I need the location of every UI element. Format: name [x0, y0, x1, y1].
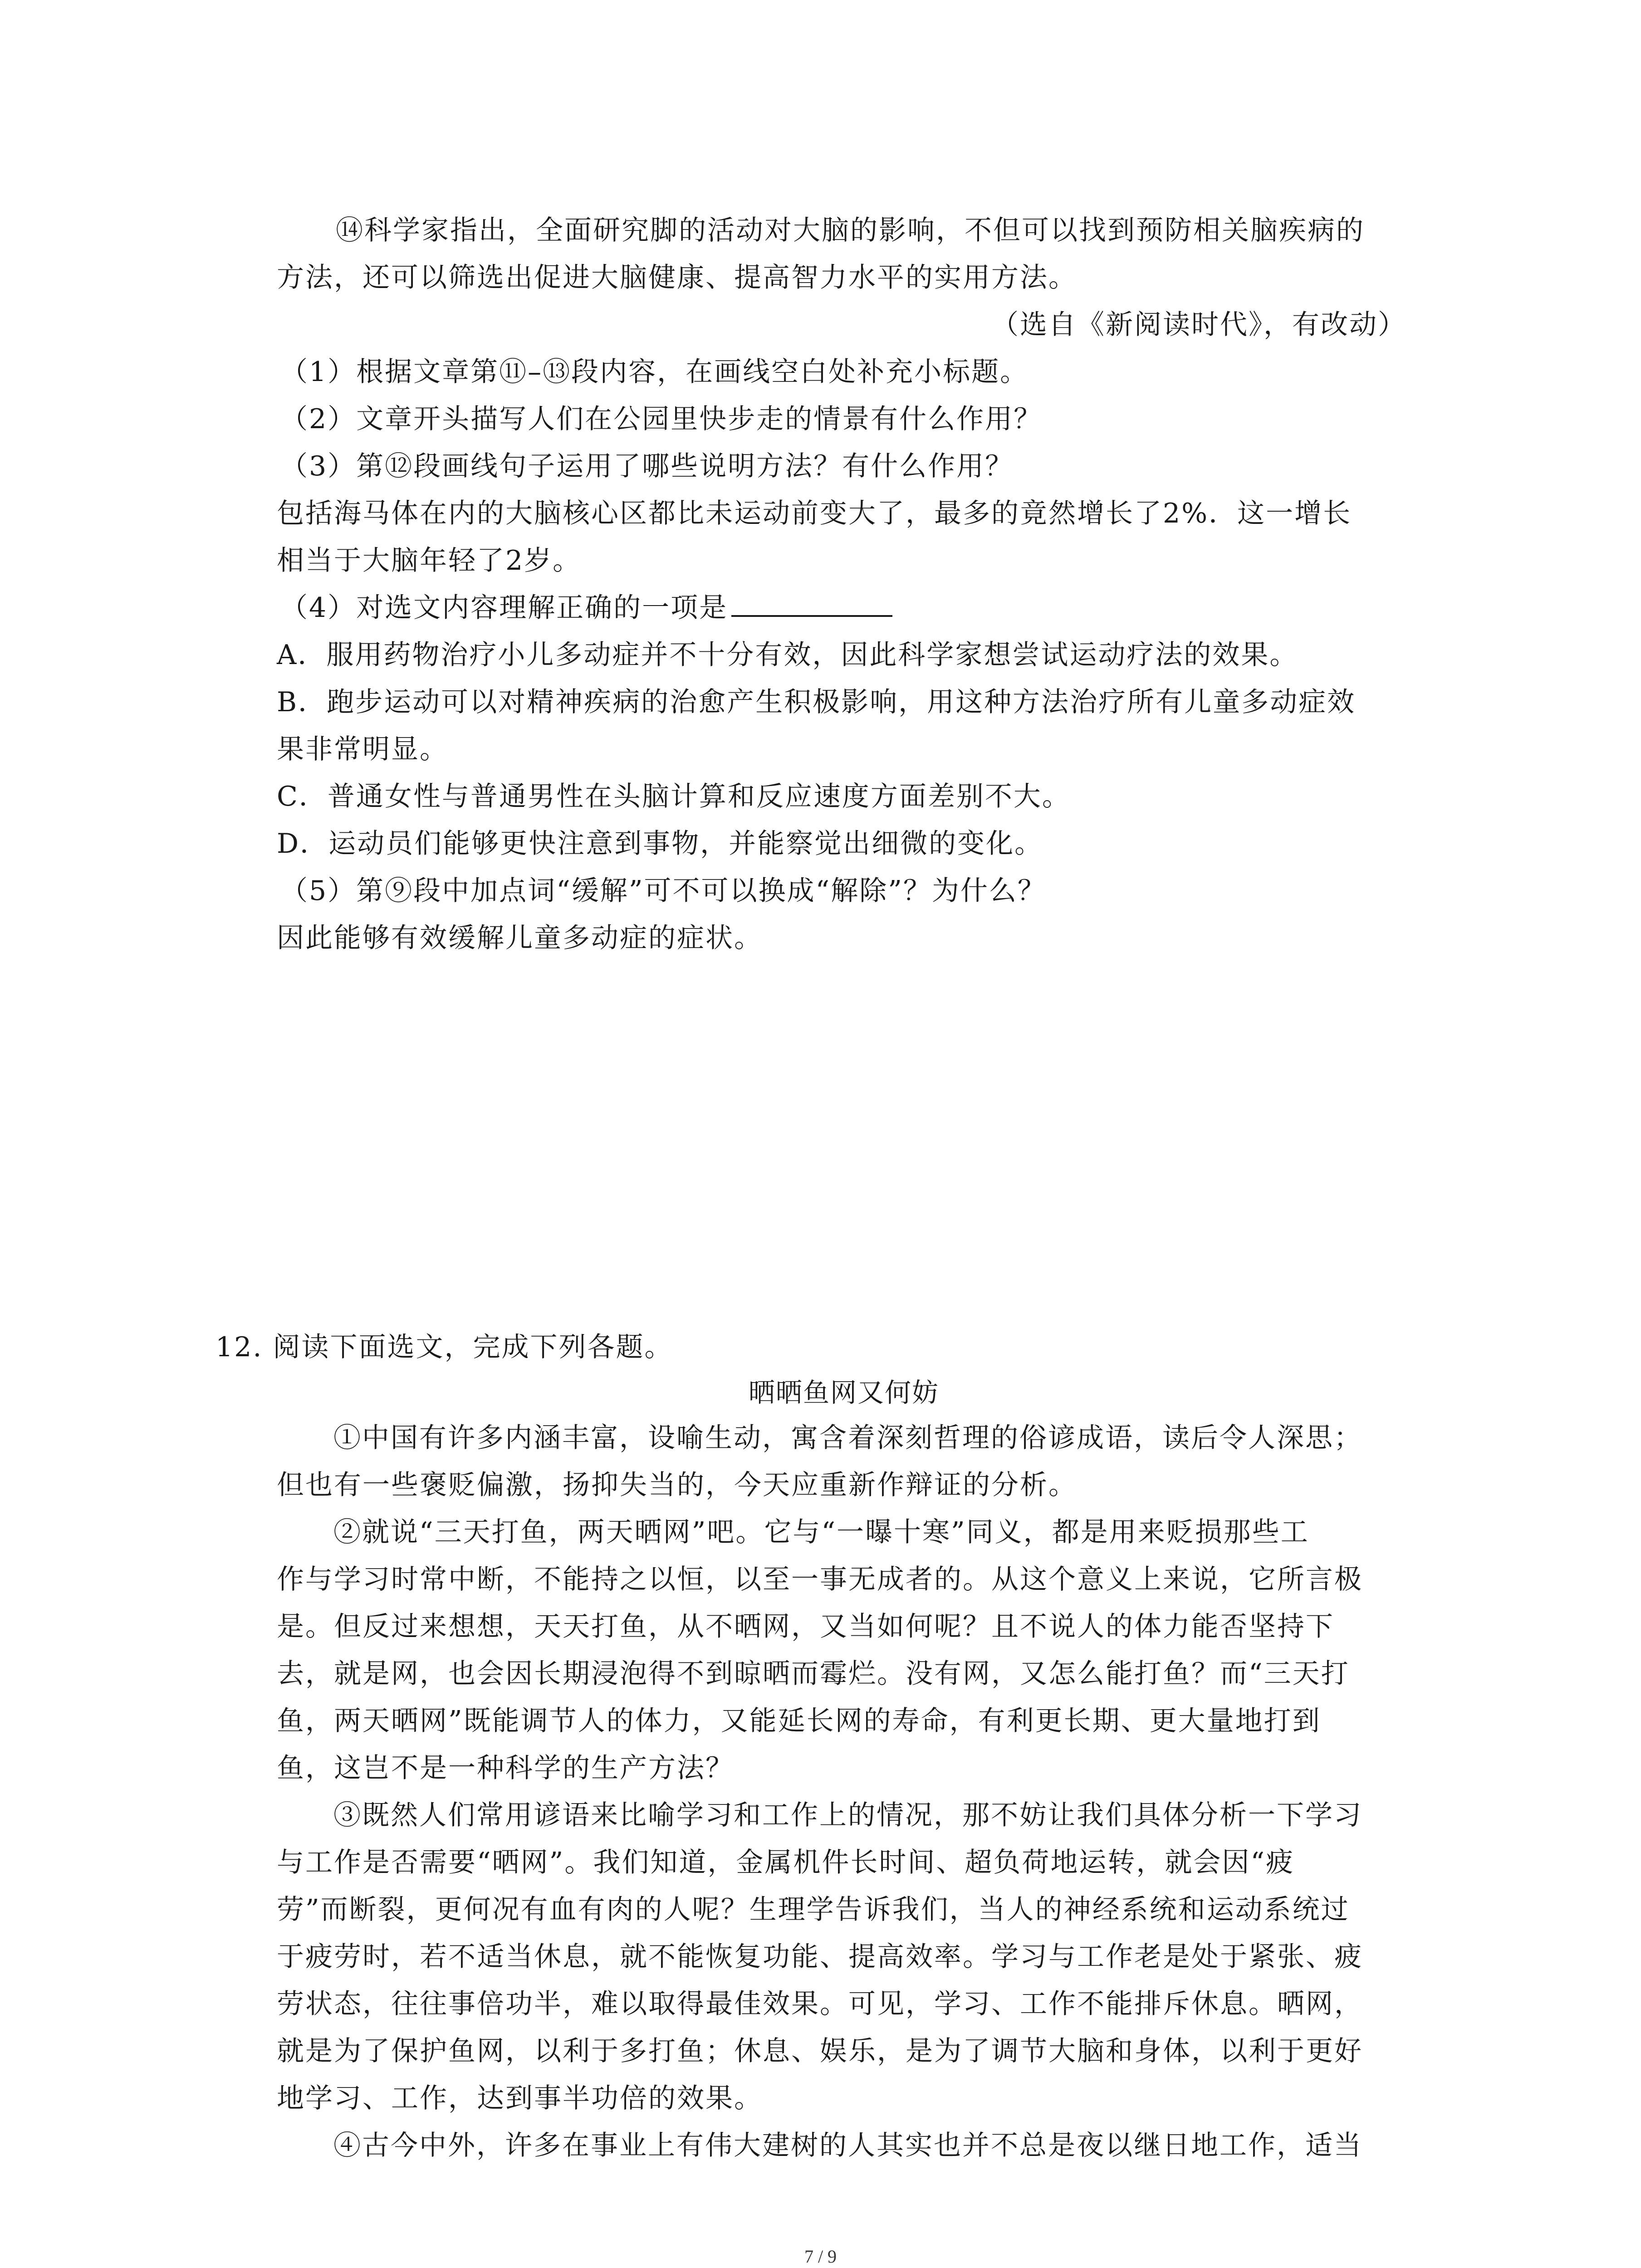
page-number: 7 / 9: [804, 2246, 837, 2267]
option-b-line-2: 果非常明显。: [277, 733, 448, 765]
passage-p3-line-1: ③既然人们常用谚语来比喻学习和工作上的情况，那不妨让我们具体分析一下学习: [333, 1799, 1362, 1831]
passage-title: 晒晒鱼网又何妨: [749, 1377, 940, 1408]
passage-p2-line-6: 鱼，这岂不是一种科学的生产方法？: [277, 1752, 734, 1784]
passage-p2-line-1: ②就说“三天打鱼，两天晒网”吧。它与“一曝十寒”同义，都是用来贬损那些工: [333, 1516, 1309, 1548]
question-1: （1）根据文章第⑪–⑬段内容，在画线空白处补充小标题。: [280, 356, 1029, 388]
passage-p3-line-5: 劳状态，往往事倍功半，难以取得最佳效果。可见，学习、工作不能排斥休息。晒网，: [277, 1988, 1363, 2020]
passage-p3-line-3: 劳”而断裂，更何况有血有肉的人呢？生理学告诉我们，当人的神经系统和运动系统过: [277, 1894, 1350, 1926]
passage-p3-line-4: 于疲劳时，若不适当休息，就不能恢复功能、提高效率。学习与工作老是处于紧张、疲: [277, 1941, 1363, 1973]
passage-p2-line-3: 是。但反过来想想，天天打鱼，从不晒网，又当如何呢？且不说人的体力能否坚持下: [277, 1611, 1334, 1642]
paragraph-14-line-2: 方法，还可以筛选出促进大脑健康、提高智力水平的实用方法。: [277, 262, 1077, 293]
passage-p2-line-4: 去，就是网，也会因长期浸泡得不到晾晒而霉烂。没有网，又怎么能打鱼？而“三天打: [277, 1658, 1350, 1690]
question-4: [280, 585, 892, 631]
answer-blank: [731, 588, 892, 617]
option-c: C．普通女性与普通男性在头脑计算和反应速度方面差别不大。: [277, 781, 1071, 812]
option-a: A．服用药物治疗小儿多动症并不十分有效，因此科学家想尝试运动疗法的效果。: [277, 639, 1298, 671]
passage-p3-line-2: 与工作是否需要“晒网”。我们知道，金属机件长时间、超负荷地运转，就会因“疲: [277, 1847, 1295, 1878]
passage-p1-line-2: 但也有一些褒贬偏激，扬抑失当的，今天应重新作辩证的分析。: [277, 1469, 1077, 1501]
question-12-heading: 12. 阅读下面选文，完成下列各题。: [216, 1331, 673, 1363]
passage-p1-line-1: ①中国有许多内涵丰富，设喻生动，寓含着深刻哲理的俗谚成语，读后令人深思；: [333, 1422, 1362, 1454]
question-2: （2）文章开头描写人们在公园里快步走的情景有什么作用？: [280, 403, 1043, 435]
question-3: （3）第⑫段画线句子运用了哪些说明方法？有什么作用？: [280, 450, 1014, 482]
passage-p2-line-5: 鱼，两天晒网”既能调节人的体力，又能延长网的寿命，有利更长期、更大量地打到: [277, 1705, 1321, 1737]
question-3-quote-line-1: 包括海马体在内的大脑核心区都比未运动前变大了，最多的竟然增长了2%．这一增长: [277, 498, 1352, 529]
source-citation: （选自《新阅读时代》，有改动）: [991, 309, 1406, 341]
passage-p3-line-7: 地学习、工作，达到事半功倍的效果。: [277, 2082, 763, 2114]
paragraph-14-line-1: ⑭科学家指出，全面研究脚的活动对大脑的影响，不但可以找到预防相关脑疾病的: [336, 215, 1365, 246]
option-b-line-1: B．跑步运动可以对精神疾病的治愈产生积极影响，用这种方法治疗所有儿童多动症效: [277, 686, 1356, 718]
question-5-quote: 因此能够有效缓解儿童多动症的症状。: [277, 922, 763, 954]
option-d: D．运动员们能够更快注意到事物，并能察觉出细微的变化。: [277, 828, 1043, 860]
question-5: （5）第⑨段中加点词“缓解”可不可以换成“解除”？为什么？: [280, 875, 1046, 907]
passage-p2-line-2: 作与学习时常中断，不能持之以恒，以至一事无成者的。从这个意义上来说，它所言极: [277, 1564, 1363, 1595]
passage-p4-line-1: ④古今中外，许多在事业上有伟大建树的人其实也并不总是夜以继日地工作，适当: [333, 2130, 1362, 2161]
question-3-quote-line-2: 相当于大脑年轻了2岁。: [277, 545, 582, 577]
question-4-text: （4）对选文内容理解正确的一项是: [280, 592, 728, 624]
passage-p3-line-6: 就是为了保护鱼网，以利于多打鱼；休息、娱乐，是为了调节大脑和身体，以利于更好: [277, 2035, 1363, 2067]
